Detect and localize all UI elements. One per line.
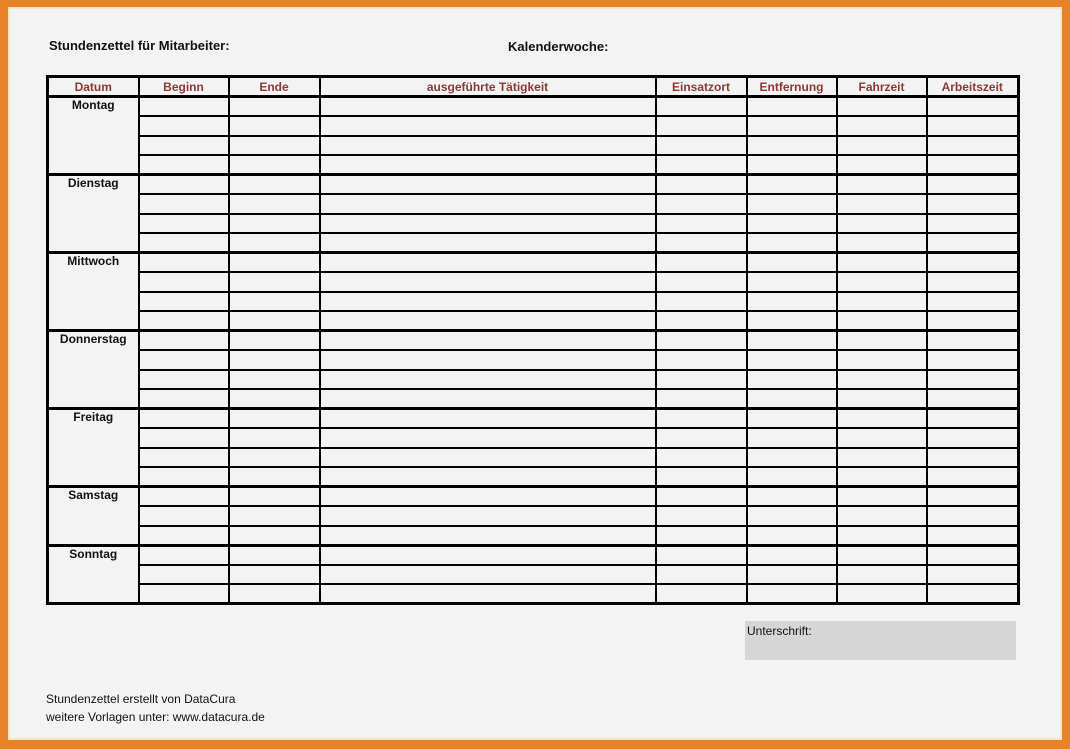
cell-arbeitszeit[interactable] [927,155,1019,175]
cell-ende[interactable] [229,545,320,565]
cell-beginn[interactable] [139,311,229,331]
table-row [48,272,1019,292]
table-row [48,97,1019,117]
cell-taetigkeit[interactable] [320,116,656,136]
cell-ende[interactable] [229,311,320,331]
cell-arbeitszeit[interactable] [927,526,1019,546]
cell-arbeitszeit[interactable] [927,487,1019,507]
cell-fahrzeit[interactable] [837,506,927,526]
cell-arbeitszeit[interactable] [927,116,1019,136]
col-header-taetigkeit: ausgeführte Tätigkeit [320,77,656,97]
cell-fahrzeit[interactable] [837,545,927,565]
cell-taetigkeit[interactable] [320,253,656,273]
table-row [48,155,1019,175]
cell-entfernung[interactable] [747,389,837,409]
table-row [48,214,1019,234]
col-header-fahrzeit: Fahrzeit [837,77,927,97]
header-row [48,77,1019,97]
cell-einsatzort[interactable] [656,175,747,195]
cell-beginn[interactable] [139,389,229,409]
table-row [48,311,1019,331]
cell-fahrzeit[interactable] [837,272,927,292]
cell-arbeitszeit[interactable] [927,194,1019,214]
cell-einsatzort[interactable] [656,311,747,331]
day-label: Donnerstag [48,331,139,409]
cell-fahrzeit[interactable] [837,389,927,409]
cell-entfernung[interactable] [747,116,837,136]
cell-einsatzort[interactable] [656,350,747,370]
cell-beginn[interactable] [139,116,229,136]
col-header-einsatzort: Einsatzort [656,77,747,97]
cell-arbeitszeit[interactable] [927,370,1019,390]
cell-arbeitszeit[interactable] [927,350,1019,370]
cell-fahrzeit[interactable] [837,428,927,448]
cell-taetigkeit[interactable] [320,428,656,448]
signature-label: Unterschrift: [747,624,812,638]
cell-entfernung[interactable] [747,311,837,331]
cell-fahrzeit[interactable] [837,526,927,546]
cell-ende[interactable] [229,272,320,292]
cell-entfernung[interactable] [747,155,837,175]
cell-ende[interactable] [229,136,320,156]
cell-fahrzeit[interactable] [837,136,927,156]
cell-taetigkeit[interactable] [320,272,656,292]
cell-ende[interactable] [229,506,320,526]
cell-einsatzort[interactable] [656,565,747,585]
cell-beginn[interactable] [139,409,229,429]
cell-entfernung[interactable] [747,428,837,448]
table-row [48,428,1019,448]
cell-entfernung[interactable] [747,272,837,292]
cell-taetigkeit[interactable] [320,565,656,585]
cell-arbeitszeit[interactable] [927,565,1019,585]
cell-einsatzort[interactable] [656,194,747,214]
day-label: Mittwoch [48,253,139,331]
cell-fahrzeit[interactable] [837,253,927,273]
cell-fahrzeit[interactable] [837,292,927,312]
cell-fahrzeit[interactable] [837,370,927,390]
cell-taetigkeit[interactable] [320,292,656,312]
cell-fahrzeit[interactable] [837,487,927,507]
cell-taetigkeit[interactable] [320,233,656,253]
cell-einsatzort[interactable] [656,272,747,292]
cell-fahrzeit[interactable] [837,350,927,370]
cell-fahrzeit[interactable] [837,233,927,253]
cell-entfernung[interactable] [747,136,837,156]
cell-entfernung[interactable] [747,565,837,585]
cell-arbeitszeit[interactable] [927,253,1019,273]
col-header-arbeitszeit: Arbeitszeit [927,77,1019,97]
cell-beginn[interactable] [139,233,229,253]
cell-taetigkeit[interactable] [320,506,656,526]
cell-einsatzort[interactable] [656,487,747,507]
cell-entfernung[interactable] [747,584,837,604]
cell-ende[interactable] [229,97,320,117]
cell-einsatzort[interactable] [656,97,747,117]
table-row [48,331,1019,351]
cell-beginn[interactable] [139,97,229,117]
table-row [48,350,1019,370]
table-row [48,194,1019,214]
cell-einsatzort[interactable] [656,292,747,312]
cell-beginn[interactable] [139,253,229,273]
cell-arbeitszeit[interactable] [927,214,1019,234]
cell-einsatzort[interactable] [656,545,747,565]
day-label: Sonntag [48,545,139,604]
table-row [48,253,1019,273]
cell-beginn[interactable] [139,545,229,565]
col-header-entfernung: Entfernung [747,77,837,97]
cell-ende[interactable] [229,214,320,234]
cell-beginn[interactable] [139,331,229,351]
cell-arbeitszeit[interactable] [927,389,1019,409]
cell-taetigkeit[interactable] [320,526,656,546]
cell-arbeitszeit[interactable] [927,97,1019,117]
cell-taetigkeit[interactable] [320,545,656,565]
cell-taetigkeit[interactable] [320,97,656,117]
cell-ende[interactable] [229,253,320,273]
cell-fahrzeit[interactable] [837,97,927,117]
cell-entfernung[interactable] [747,409,837,429]
cell-taetigkeit[interactable] [320,584,656,604]
cell-ende[interactable] [229,428,320,448]
cell-beginn[interactable] [139,467,229,487]
cell-beginn[interactable] [139,155,229,175]
timesheet-table [46,75,1020,605]
cell-einsatzort[interactable] [656,428,747,448]
col-header-ende: Ende [229,77,320,97]
cell-entfernung[interactable] [747,233,837,253]
cell-fahrzeit[interactable] [837,214,927,234]
day-label: Dienstag [48,175,139,253]
cell-entfernung[interactable] [747,506,837,526]
cell-einsatzort[interactable] [656,331,747,351]
cell-taetigkeit[interactable] [320,350,656,370]
cell-einsatzort[interactable] [656,253,747,273]
cell-beginn[interactable] [139,194,229,214]
cell-entfernung[interactable] [747,545,837,565]
cell-entfernung[interactable] [747,350,837,370]
cell-arbeitszeit[interactable] [927,506,1019,526]
table-row [48,526,1019,546]
cell-entfernung[interactable] [747,487,837,507]
table-row [48,116,1019,136]
footer-link-text: weitere Vorlagen unter: www.datacura.de [46,710,265,724]
table-row [48,467,1019,487]
cell-beginn[interactable] [139,370,229,390]
cell-beginn[interactable] [139,350,229,370]
cell-arbeitszeit[interactable] [927,409,1019,429]
footer-credit: Stundenzettel erstellt von DataCura [46,692,236,706]
cell-arbeitszeit[interactable] [927,272,1019,292]
cell-ende[interactable] [229,467,320,487]
cell-ende[interactable] [229,292,320,312]
signature-field[interactable] [745,621,1016,660]
employee-label: Stundenzettel für Mitarbeiter: [49,38,230,53]
cell-ende[interactable] [229,584,320,604]
cell-ende[interactable] [229,116,320,136]
cell-taetigkeit[interactable] [320,370,656,390]
cell-fahrzeit[interactable] [837,331,927,351]
cell-ende[interactable] [229,175,320,195]
cell-beginn[interactable] [139,565,229,585]
cell-einsatzort[interactable] [656,155,747,175]
cell-einsatzort[interactable] [656,448,747,468]
cell-fahrzeit[interactable] [837,194,927,214]
cell-fahrzeit[interactable] [837,467,927,487]
cell-fahrzeit[interactable] [837,175,927,195]
cell-entfernung[interactable] [747,331,837,351]
calendar-week-label: Kalenderwoche: [508,39,609,54]
table-row [48,545,1019,565]
cell-entfernung[interactable] [747,194,837,214]
day-label: Samstag [48,487,139,546]
cell-einsatzort[interactable] [656,136,747,156]
day-label: Montag [48,97,139,175]
cell-arbeitszeit[interactable] [927,175,1019,195]
cell-einsatzort[interactable] [656,409,747,429]
cell-ende[interactable] [229,194,320,214]
cell-taetigkeit[interactable] [320,331,656,351]
cell-fahrzeit[interactable] [837,584,927,604]
cell-beginn[interactable] [139,584,229,604]
table-row [48,584,1019,604]
cell-ende[interactable] [229,155,320,175]
cell-arbeitszeit[interactable] [927,292,1019,312]
cell-ende[interactable] [229,331,320,351]
cell-taetigkeit[interactable] [320,389,656,409]
table-row [48,136,1019,156]
cell-entfernung[interactable] [747,448,837,468]
cell-ende[interactable] [229,409,320,429]
cell-taetigkeit[interactable] [320,175,656,195]
table-row [48,565,1019,585]
cell-beginn[interactable] [139,526,229,546]
timesheet-body [48,97,1019,604]
cell-arbeitszeit[interactable] [927,545,1019,565]
table-row [48,292,1019,312]
cell-entfernung[interactable] [747,175,837,195]
cell-ende[interactable] [229,487,320,507]
day-label: Freitag [48,409,139,487]
cell-arbeitszeit[interactable] [927,331,1019,351]
cell-beginn[interactable] [139,487,229,507]
cell-taetigkeit[interactable] [320,194,656,214]
table-row [48,389,1019,409]
table-row [48,409,1019,429]
col-header-datum: Datum [48,77,139,97]
cell-entfernung[interactable] [747,370,837,390]
cell-ende[interactable] [229,370,320,390]
cell-beginn[interactable] [139,214,229,234]
cell-einsatzort[interactable] [656,389,747,409]
cell-taetigkeit[interactable] [320,155,656,175]
cell-ende[interactable] [229,389,320,409]
cell-beginn[interactable] [139,175,229,195]
cell-arbeitszeit[interactable] [927,233,1019,253]
cell-fahrzeit[interactable] [837,409,927,429]
cell-beginn[interactable] [139,292,229,312]
cell-beginn[interactable] [139,272,229,292]
cell-ende[interactable] [229,233,320,253]
cell-fahrzeit[interactable] [837,311,927,331]
cell-einsatzort[interactable] [656,233,747,253]
cell-fahrzeit[interactable] [837,448,927,468]
table-row [48,506,1019,526]
cell-taetigkeit[interactable] [320,214,656,234]
table-row [48,233,1019,253]
cell-taetigkeit[interactable] [320,311,656,331]
cell-arbeitszeit[interactable] [927,428,1019,448]
table-row [48,487,1019,507]
cell-arbeitszeit[interactable] [927,136,1019,156]
cell-entfernung[interactable] [747,526,837,546]
cell-entfernung[interactable] [747,214,837,234]
cell-fahrzeit[interactable] [837,565,927,585]
cell-taetigkeit[interactable] [320,136,656,156]
cell-arbeitszeit[interactable] [927,448,1019,468]
cell-einsatzort[interactable] [656,370,747,390]
cell-fahrzeit[interactable] [837,116,927,136]
cell-ende[interactable] [229,350,320,370]
cell-arbeitszeit[interactable] [927,584,1019,604]
cell-ende[interactable] [229,526,320,546]
table-row [48,448,1019,468]
cell-beginn[interactable] [139,448,229,468]
cell-taetigkeit[interactable] [320,448,656,468]
cell-einsatzort[interactable] [656,506,747,526]
cell-einsatzort[interactable] [656,214,747,234]
cell-entfernung[interactable] [747,292,837,312]
cell-taetigkeit[interactable] [320,467,656,487]
table-row [48,175,1019,195]
cell-beginn[interactable] [139,506,229,526]
cell-arbeitszeit[interactable] [927,311,1019,331]
cell-beginn[interactable] [139,428,229,448]
cell-einsatzort[interactable] [656,526,747,546]
cell-entfernung[interactable] [747,253,837,273]
table-row [48,370,1019,390]
cell-fahrzeit[interactable] [837,155,927,175]
cell-einsatzort[interactable] [656,467,747,487]
cell-entfernung[interactable] [747,467,837,487]
cell-entfernung[interactable] [747,97,837,117]
cell-ende[interactable] [229,448,320,468]
cell-arbeitszeit[interactable] [927,467,1019,487]
cell-einsatzort[interactable] [656,116,747,136]
cell-ende[interactable] [229,565,320,585]
cell-taetigkeit[interactable] [320,487,656,507]
col-header-beginn: Beginn [139,77,229,97]
cell-einsatzort[interactable] [656,584,747,604]
cell-taetigkeit[interactable] [320,409,656,429]
cell-beginn[interactable] [139,136,229,156]
